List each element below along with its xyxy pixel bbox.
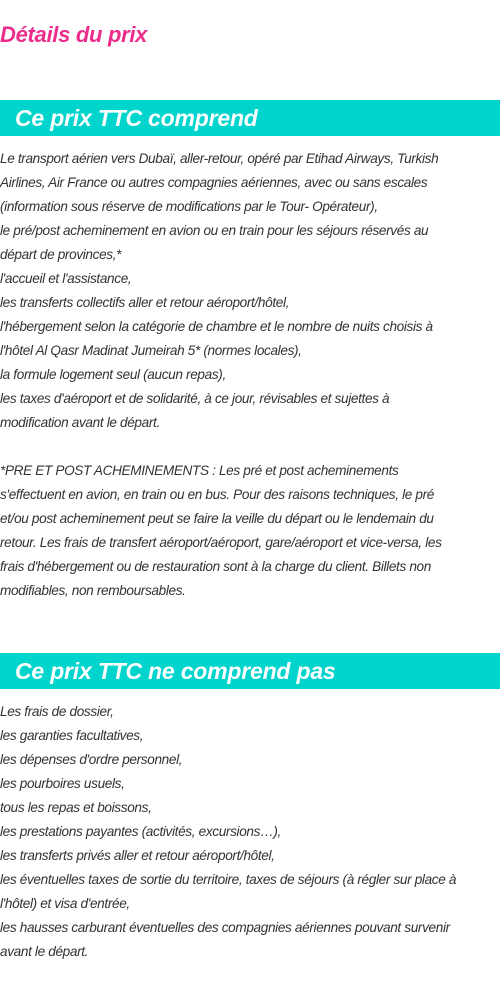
included-line: l'hôtel Al Qasr Madinat Jumeirah 5* (normes locales), (0, 343, 302, 358)
not-included-list (0, 700, 500, 964)
included-line: départ de provinces,* (0, 247, 122, 262)
note-line: *PRE ET POST ACHEMINEMENTS : Les pré et post acheminements (0, 463, 399, 478)
included-line: l'hébergement selon la catégorie de chambre et le nombre de nuits choisis à (0, 319, 433, 334)
not-included-line: les prestations payantes (activités, excursions…), (0, 824, 281, 839)
not-included-line: les transferts privés aller et retour aéroport/hôtel, (0, 848, 275, 863)
not-included-line: les éventuelles taxes de sortie du territoire, taxes de séjours (à régler sur place à (0, 872, 457, 887)
note-line: retour. Les frais de transfert aéroport/aéroport, gare/aéroport et vice-versa, les (0, 535, 442, 550)
included-line: (information sous réserve de modifications par le Tour- Opérateur), (0, 199, 378, 214)
included-list (0, 147, 500, 435)
included-line: les transferts collectifs aller et retour aéroport/hôtel, (0, 295, 290, 310)
note-line: s'effectuent en avion, en train ou en bus. Pour des raisons techniques, le pré (0, 487, 434, 502)
not-included-section-heading: Ce prix TTC ne comprend pas (0, 653, 500, 689)
included-line: l'accueil et l'assistance, (0, 271, 132, 286)
included-line: modification avant le départ. (0, 415, 160, 430)
included-line: Airlines, Air France ou autres compagnies aériennes, avec ou sans escales (0, 175, 428, 190)
not-included-line: tous les repas et boissons, (0, 800, 152, 815)
page-title: Détails du prix (0, 22, 148, 47)
not-included-line: les hausses carburant éventuelles des compagnies aériennes pouvant survenir (0, 920, 450, 935)
not-included-line: avant le départ. (0, 944, 89, 959)
not-included-line: les dépenses d'ordre personnel, (0, 752, 183, 767)
acheminement-note (0, 459, 500, 603)
not-included-line: les pourboires usuels, (0, 776, 125, 791)
included-line: Le transport aérien vers Dubaï, aller-retour, opéré par Etihad Airways, Turkish (0, 151, 439, 166)
included-line: les taxes d'aéroport et de solidarité, à ce jour, révisables et sujettes à (0, 391, 390, 406)
not-included-line: Les frais de dossier, (0, 704, 114, 719)
note-line: modifiables, non remboursables. (0, 583, 186, 598)
included-section-heading: Ce prix TTC comprend (0, 100, 500, 136)
not-included-line: les garanties facultatives, (0, 728, 144, 743)
included-line: le pré/post acheminement en avion ou en train pour les séjours réservés au (0, 223, 429, 238)
note-line: frais d'hébergement ou de restauration sont à la charge du client. Billets non (0, 559, 431, 574)
note-line: et/ou post acheminement peut se faire la veille du départ ou le lendemain du (0, 511, 434, 526)
not-included-line: l'hôtel) et visa d'entrée, (0, 896, 130, 911)
included-line: la formule logement seul (aucun repas), (0, 367, 226, 382)
